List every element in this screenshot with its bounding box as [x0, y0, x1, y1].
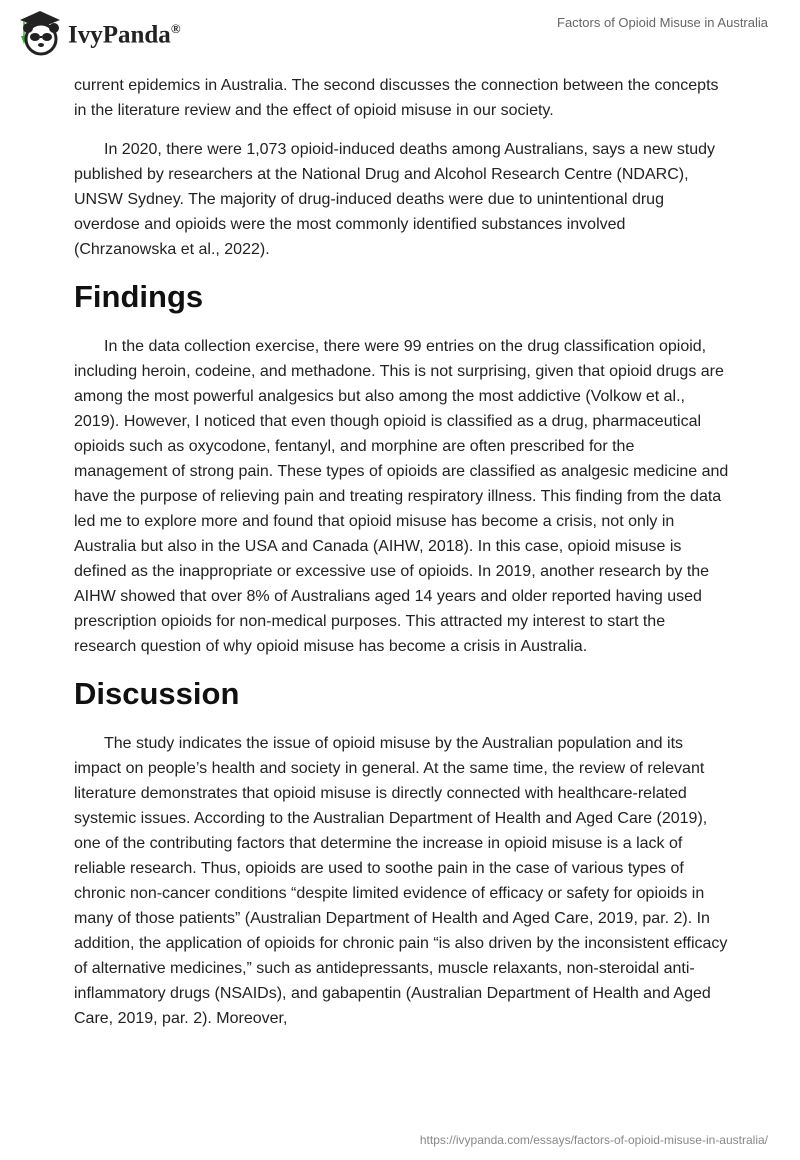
paragraph: current epidemics in Australia. The second discusses the connection between the concepts in the literature review and the effect of opioid misuse in our society. — [74, 77, 719, 119]
ivypanda-logo[interactable] — [18, 8, 181, 56]
paragraph: In 2020, there were 1,073 opioid-induced deaths among Australians, says a new study published by researchers at the National Drug and Alcohol Research Centre (NDARC), UNSW Sydney. The majority of drug-induced deaths were due to unintentional drug overdose and opioids were the most commonly identified substances involved (Chrzanowska et al., 2022). — [74, 141, 716, 258]
document-title: Factors of Opioid Misuse in Australia — [557, 15, 768, 30]
heading-discussion: Discussion — [74, 676, 240, 711]
source-url-link[interactable]: https://ivypanda.com/essays/factors-of-opioid-misuse-in-australia/ — [419, 1133, 768, 1147]
logo-text: IvyPanda® — [68, 20, 181, 49]
paragraph: In the data collection exercise, there were 99 entries on the drug classification opioid, including heroin, codeine, and methadone. This is not surprising, given that opioid drugs are among the most powerful analgesics but also among the most addictive (Volkow et al., 2019). However, I noticed that even though opioid is classified as a drug, pharmaceutical opioids such as oxycodone, fentanyl, and morphine are often prescribed for the management of strong pain. These types of opioids are classified as analgesic medicine and have the purpose of relieving pain and treating respiratory illness. This finding from the data led me to explore more and found that opioid misuse has become a crisis, not only in Australia but also in the USA and Canada (AIHW, 2018). In this case, opioid misuse is defined as the inappropriate or excessive use of opioids. In 2019, another research by the AIHW showed that over 8% of Australians aged 14 years and older reported having used prescription opioids for non-medical purposes. This attracted my interest to start the research question of why opioid misuse has become a crisis in Australia. — [74, 338, 729, 655]
panda-graduate-icon — [18, 8, 62, 56]
paragraph: The study indicates the issue of opioid misuse by the Australian population and its impact on people’s health and society in general. At the same time, the review of relevant literature demonstrates that opioid misuse is directly connected with healthcare-related systemic issues. According to the Australian Department of Health and Aged Care (2019), one of the contributing factors that determine the increase in opioid misuse is a lack of reliable research. Thus, opioids are used to soothe pain in the case of various types of chronic non-cancer conditions “despite limited evidence of efficacy or safety for opioids in many of those patients” (Australian Department of Health and Aged Care, 2019, par. 2). In addition, the application of opioids for chronic pain “is also driven by the inconsistent efficacy of alternative medicines,” such as antidepressants, muscle relaxants, non-steroidal anti-inflammatory drugs (NSAIDs), and gabapentin (Australian Department of Health and Aged Care, 2019, par. 2). Moreover, — [74, 735, 728, 1027]
essay-content — [74, 73, 730, 1045]
heading-findings: Findings — [74, 279, 204, 314]
page-header — [0, 0, 800, 60]
